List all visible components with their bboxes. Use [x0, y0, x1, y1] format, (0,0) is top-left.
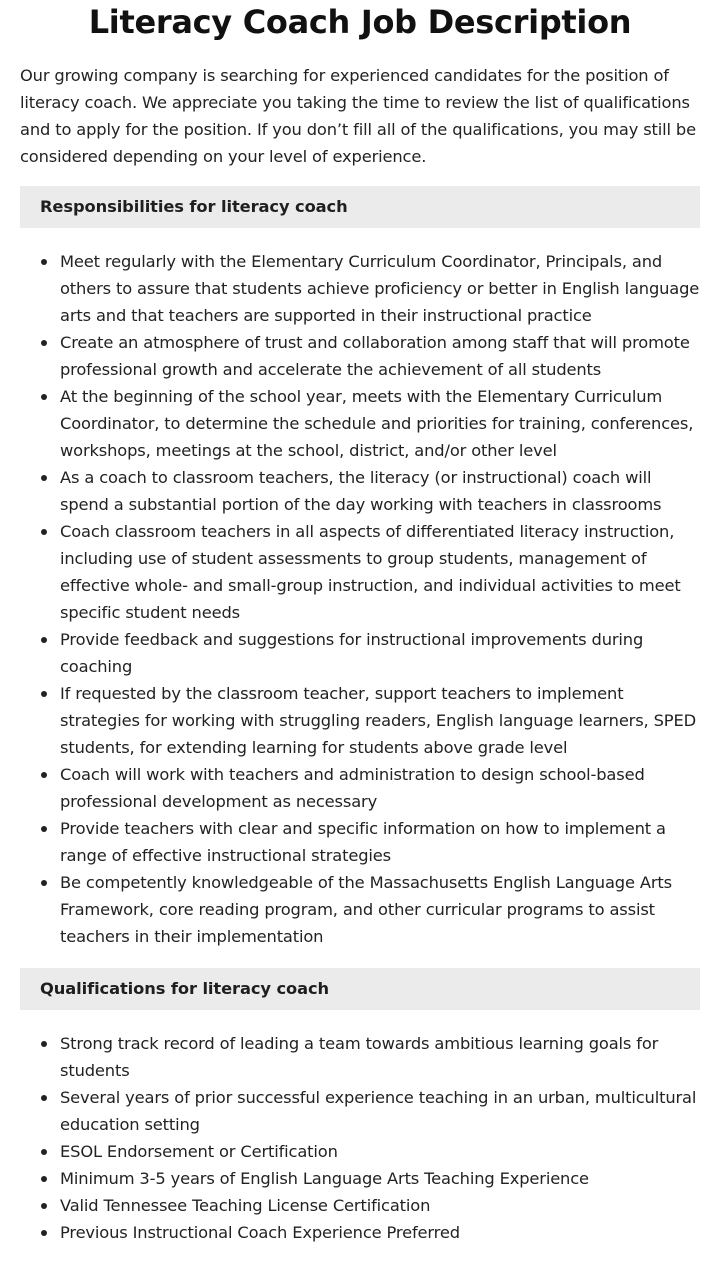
qualifications-list [20, 1030, 700, 1246]
list-item: If requested by the classroom teacher, support teachers to implement strategies for working with struggling readers, English language learners, SPED students, for extending learning for students above grade level [60, 680, 700, 761]
page-title: Literacy Coach Job Description [88, 3, 632, 41]
list-item: ESOL Endorsement or Certification [60, 1138, 700, 1165]
list-item: Provide feedback and suggestions for instructional improvements during coaching [60, 626, 700, 680]
list-item: Valid Tennessee Teaching License Certification [60, 1192, 700, 1219]
responsibilities-heading: Responsibilities for literacy coach [20, 186, 700, 228]
list-item: Several years of prior successful experience teaching in an urban, multicultural education setting [60, 1084, 700, 1138]
list-item: At the beginning of the school year, meets with the Elementary Curriculum Coordinator, to determine the schedule and priorities for training, conferences, workshops, meetings at the school, district, and/or other level [60, 383, 700, 464]
list-item: Strong track record of leading a team towards ambitious learning goals for students [60, 1030, 700, 1084]
list-item: Coach classroom teachers in all aspects of differentiated literacy instruction, including use of student assessments to group students, management of effective whole- and small-group instruction, and individual activities to meet specific student needs [60, 518, 700, 626]
responsibilities-list [20, 248, 700, 950]
list-item: Minimum 3-5 years of English Language Arts Teaching Experience [60, 1165, 700, 1192]
list-item: Coach will work with teachers and administration to design school-based professional development as necessary [60, 761, 700, 815]
list-item: Create an atmosphere of trust and collaboration among staff that will promote professional growth and accelerate the achievement of all students [60, 329, 700, 383]
list-item: Be competently knowledgeable of the Massachusetts English Language Arts Framework, core reading program, and other curricular programs to assist teachers in their implementation [60, 869, 700, 950]
list-item: Meet regularly with the Elementary Curriculum Coordinator, Principals, and others to assure that students achieve proficiency or better in English language arts and that teachers are supported in their instructional practice [60, 248, 700, 329]
list-item: Previous Instructional Coach Experience Preferred [60, 1219, 700, 1246]
qualifications-heading: Qualifications for literacy coach [20, 968, 700, 1010]
list-item: As a coach to classroom teachers, the literacy (or instructional) coach will spend a substantial portion of the day working with teachers in classrooms [60, 464, 700, 518]
list-item: Provide teachers with clear and specific information on how to implement a range of effective instructional strategies [60, 815, 700, 869]
intro-paragraph: Our growing company is searching for experienced candidates for the position of literacy coach. We appreciate you taking the time to review the list of qualifications and to apply for the position. If you don’t fill all of the qualifications, you may still be considered depending on your level of experience. [20, 66, 696, 166]
